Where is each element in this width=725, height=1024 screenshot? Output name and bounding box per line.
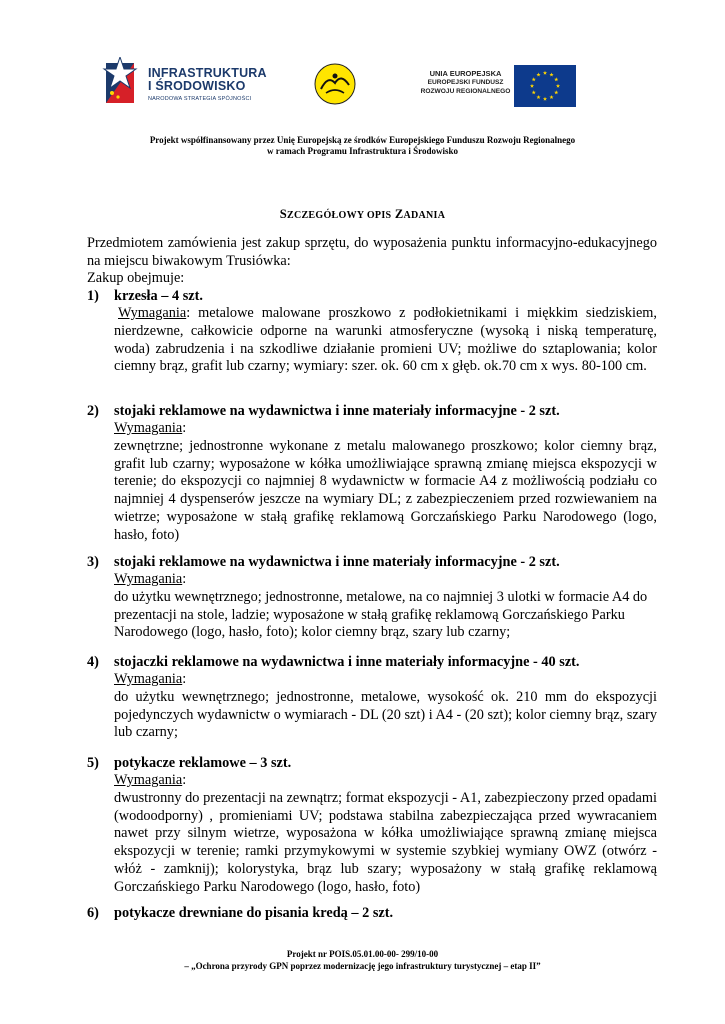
eu-logo-line1: UNIA EUROPEJSKA [429, 69, 502, 78]
item-2-text: zewnętrzne; jednostronne wykonane z metalu malowanego proszkowo; kolor ciemny brąz, grafit lub czarny; wyposażone w kółka umożliwiające sprawną zmianę miejsca ekspozycji w terenie; do ekspozycji co najmniej 8 wydawnictw w formacie A4 z możliwością podziału co najmniej 4 dyspenserów jeszcze na wymiary DL; z zabezpieczeniem przed rozwiewaniem na wietrze; wyposażone w stałą grafikę reklamową Gorczańskiego Parku Narodowego (logo, hasło, foto) [114, 437, 657, 543]
document-title [0, 207, 725, 222]
funding-notice [0, 135, 725, 157]
page-footer [0, 948, 725, 972]
item-1-number: 1) [87, 288, 99, 304]
funding-line2: w ramach Programu Infrastruktura i Środowisko [267, 146, 458, 156]
item-6-number: 6) [87, 905, 99, 921]
item-3-number: 3) [87, 554, 99, 570]
item-5-req-label: Wymagania [114, 772, 183, 788]
purchase-label: Zakup obejmuje: [87, 270, 185, 286]
eu-logo-line2: EUROPEJSKI FUNDUSZ [427, 79, 504, 86]
eu-flag-icon [514, 65, 576, 107]
item-2-title: stojaki reklamowe na wydawnictwa i inne materiały informacyjne - 2 szt. [114, 403, 560, 419]
title-small2: ADANIA [403, 210, 446, 221]
footer-line2: – „Ochrona przyrody GPN poprzez modernizację jego infrastruktury turystycznej – etap II” [184, 961, 541, 971]
title-cap1: S [279, 207, 287, 221]
item-5-title: potykacze reklamowe – 3 szt. [114, 755, 292, 771]
is-logo-line1: INFRASTRUKTURA [148, 66, 267, 80]
item-3-req-label: Wymagania [114, 571, 183, 587]
header-logos [100, 55, 580, 115]
item-1-title: krzesła – 4 szt. [114, 288, 203, 304]
item-3-text: do użytku wewnętrznego; jednostronne, metalowe, na co najmniej 3 ulotki w formacie A4 do prezentacji na stole, ladzie; wyposażone w stałą grafikę reklamową Gorczańskiego Parku Narodowego (logo, hasło, foto); kolor ciemny brąz, szary lub czarny; [114, 588, 648, 641]
item-5-text: dwustronny do prezentacji na zewnątrz; format ekspozycji - A1, zabezpieczony przed opadami (wodoodporny) , promieniami UV; podstawa stabilna zabezpieczająca przed wywracaniem nawet przy silnym wietrze, wyposażona w kółka umożliwiające sprawną zmianę miejsca ekspozycji w terenie; ramki przymykowymi w systemie szybkiej wymiany OWZ (otwórz - włóż - zamknij); kolorystyka, brąz lub szary; wyposażony w stałą grafikę reklamową Gorczańskiego Parku Narodowego (logo, hasło, foto) [114, 789, 657, 895]
eu-fund-logo-text [418, 69, 513, 105]
title-cap2: Z [391, 207, 404, 221]
title-small1: ZCZEGÓŁOWY OPIS [286, 210, 392, 221]
item-2-req-label: Wymagania [114, 420, 183, 436]
infrastruktura-srodowisko-logo [100, 55, 270, 115]
eu-logo-line3: ROZWOJU REGIONALNEGO [420, 87, 511, 95]
funding-line1: Projekt współfinansowany przez Unię Europejską ze środków Europejskiego Funduszu Rozwoju Regionalnego [149, 135, 576, 145]
item-5-number: 5) [87, 755, 99, 771]
item-1-text: : metalowe malowane proszkowo z podłokietnikami i miękkim siedziskiem, nierdzewne, całkowicie odporne na warunki atmosferyczne (wysoką i niską temperaturę, woda) zabrudzenia i na szkodliwe działanie promieni UV; możliwe do sztaplowania; kolor ciemny brąz, grafit lub czarny; wymiary: szer. ok. 60 cm x głęb. ok.70 cm x wys. 80-100 cm. [114, 305, 657, 375]
item-2-number: 2) [87, 403, 99, 419]
item-4-requirements: Wymagania: do użytku wewnętrznego; jednostronne, metalowe, wysokość ok. 210 mm do ekspozycji pojedynczych wydawnictw o wymiarach - DL (20 szt) i A4 - (20 szt); kolor ciemny brąz, szary lub czarny; [114, 671, 657, 741]
is-logo-subtitle: NARODOWA STRATEGIA SPÓJNOŚCI [148, 96, 252, 102]
gpn-logo-icon [314, 63, 356, 105]
nss-star-icon [100, 57, 144, 111]
item-1-req-label: Wymagania [118, 305, 187, 321]
item-3-requirements: Wymagania: do użytku wewnętrznego; jednostronne, metalowe, na co najmniej 3 ulotki w formacie A4 do prezentacji na stole, ladzie; wyposażone w stałą grafikę reklamową Gorczańskiego Parku Narodowego (logo, hasło, foto); kolor ciemny brąz, szary lub czarny; [114, 571, 657, 642]
item-1-requirements [114, 305, 657, 376]
intro-paragraph: Przedmiotem zamówienia jest zakup sprzętu, do wyposażenia punktu informacyjno-edukacyjnego na miejscu biwakowym Trusiówka: [87, 235, 657, 269]
item-2-requirements: Wymagania: zewnętrzne; jednostronne wykonane z metalu malowanego proszkowo; kolor ciemny brąz, grafit lub czarny; wyposażone w kółka umożliwiające sprawną zmianę miejsca ekspozycji w terenie; do ekspozycji co najmniej 8 wydawnictw w formacie A4 z możliwością podziału co najmniej 4 dyspenserów jeszcze na wymiary DL; z zabezpieczeniem przed rozwiewaniem na wietrze; wyposażone w stałą grafikę reklamową Gorczańskiego Parku Narodowego (logo, hasło, foto) [114, 420, 657, 543]
footer-line1: Projekt nr POIS.05.01.00-00- 299/10-00 [286, 949, 439, 959]
item-4-title: stojaczki reklamowe na wydawnictwa i inne materiały informacyjne - 40 szt. [114, 654, 580, 670]
item-5-requirements: Wymagania: dwustronny do prezentacji na zewnątrz; format ekspozycji - A1, zabezpieczony przed opadami (wodoodporny) , promieniami UV; podstawa stabilna zabezpieczająca przed wywracaniem nawet przy silnym wietrze, wyposażona w kółka umożliwiające sprawną zmianę miejsca ekspozycji w terenie; ramki przymykowymi w systemie szybkiej wymiany OWZ (otwórz - włóż - zamknij); kolorystyka, brąz lub szary; wyposażony w stałą grafikę reklamową Gorczańskiego Parku Narodowego (logo, hasło, foto) [114, 772, 657, 895]
item-4-text: do użytku wewnętrznego; jednostronne, metalowe, wysokość ok. 210 mm do ekspozycji pojedynczych wydawnictw o wymiarach - DL (20 szt) i A4 - (20 szt); kolor ciemny brąz, szary lub czarny; [114, 688, 657, 741]
is-logo-line2: I ŚRODOWISKO [148, 79, 246, 93]
item-6-title: potykacze drewniane do pisania kredą – 2 szt. [114, 905, 394, 921]
item-4-req-label: Wymagania [114, 671, 183, 687]
item-3-title: stojaki reklamowe na wydawnictwa i inne materiały informacyjne - 2 szt. [114, 554, 560, 570]
item-4-number: 4) [87, 654, 99, 670]
